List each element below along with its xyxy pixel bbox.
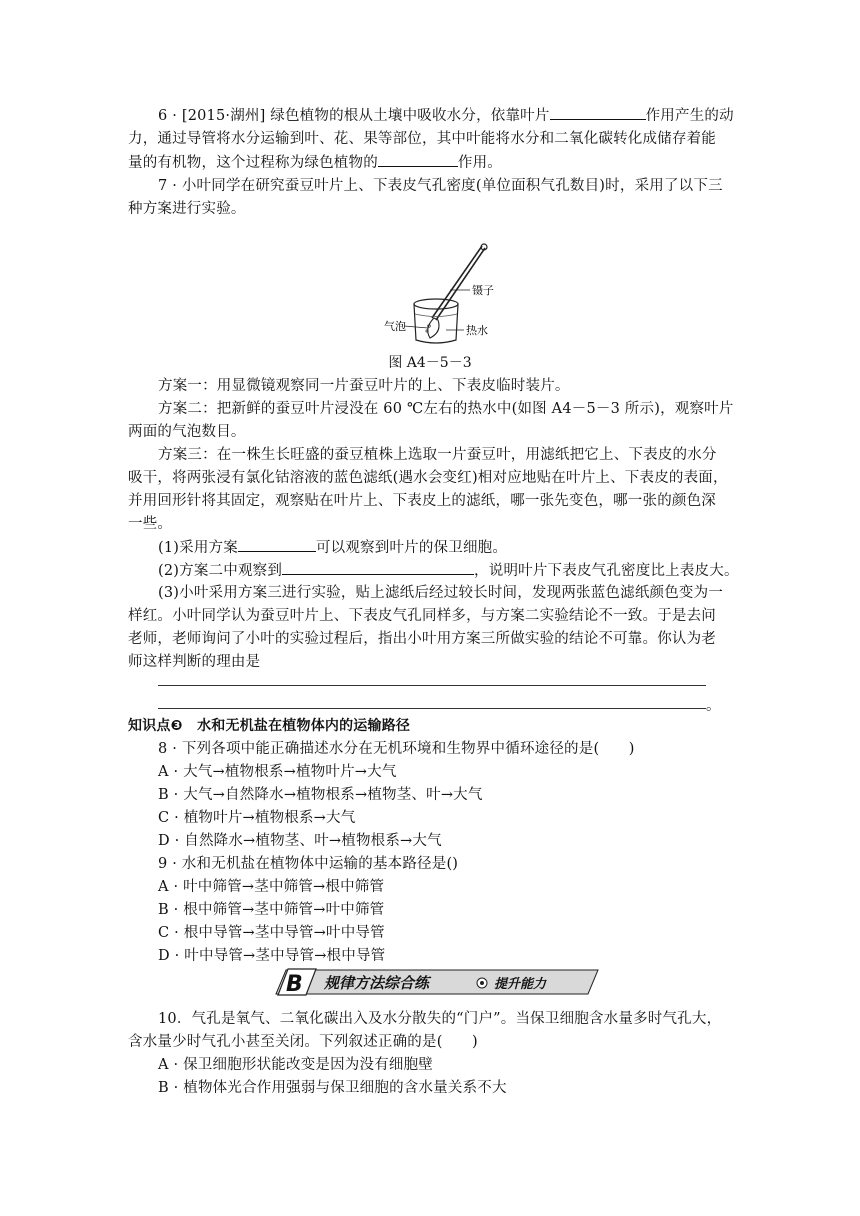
beaker-rim [414,299,458,309]
q7-answer-line-2[interactable] [158,707,706,709]
knowledge-point-heading [128,715,738,738]
leaf-icon [428,318,439,338]
q7-sub3-line-3: 老师，老师询问了小叶的实验过程后，指出小叶用方案三所做实验的结论不可靠。你认为老 [128,631,716,647]
q9-option-c[interactable]: C · 根中导管→茎中导管→叶中导管 [158,925,385,941]
q6-line-1 [128,104,738,128]
q7-sub3-line-1: (3)小叶采用方案三进行实验，贴上滤纸后经过较长时间，发现两张蓝色滤纸颜色变为一 [158,585,724,601]
q6-line-2: 力，通过导管将水分运输到叶、花、果等部位，其中叶能将水分和二氧化碳转化成储存着能 [128,131,716,147]
q10-option-a[interactable]: A · 保卫细胞形状能改变是因为没有细胞壁 [158,1057,433,1073]
beaker-figure [384,240,504,350]
q7-sub3-line-2: 样红。小叶同学认为蚕豆叶片上、下表皮气孔同样多，与方案二实验结论不一致。于是去问 [128,608,716,624]
label-water: 热水 [466,324,488,337]
q8-option-b[interactable]: B · 大气→自然降水→植物根系→植物茎、叶→大气 [158,787,483,803]
q6-blank-1[interactable] [550,104,646,120]
beaker-tweezers-illustration [384,240,504,350]
bubble-leader [404,326,428,328]
q6-text-1: 6 · [2015·湖州] 绿色植物的根从土壤中吸收水分，依靠叶片 [158,108,550,124]
q7-line-1: 7 · 小叶同学在研究蚕豆叶片上、下表皮气孔密度(单位面积气孔数目)时，采用了以下三 [158,178,723,194]
beaker-body [414,304,458,343]
q9-option-a[interactable]: A · 叶中筛管→茎中筛管→根中筛管 [158,879,385,895]
q7-sub2-text-a: (2)方案二中观察到 [158,563,283,579]
water-surface [415,314,457,317]
q7-sub1-text-a: (1)采用方案 [158,540,238,556]
q7-sub1-blank[interactable] [238,536,316,552]
bubble-icon [426,330,428,332]
q9-option-d[interactable]: D · 叶中导管→茎中导管→根中导管 [158,948,386,964]
q10-option-b[interactable]: B · 植物体光合作用强弱与保卫细胞的含水量关系不大 [158,1080,507,1096]
q7-sub2-blank[interactable] [282,559,474,575]
q10-line-1: 10．气孔是氧气、二氧化碳出入及水分散失的“门户”。当保卫细胞含水量多时气孔大， [158,1011,722,1027]
section-banner [272,968,602,998]
q6-line-3 [128,151,738,175]
label-tweezers: 镊子 [472,284,494,297]
q8-option-a[interactable]: A · 大气→植物根系→植物叶片→大气 [158,764,397,780]
banner-dot-center [480,981,484,985]
kp3-label: 知识点❸ [128,718,183,734]
banner-graphic [272,968,602,998]
label-bubble: 气泡 [384,320,406,333]
q7-end-mark: 。 [706,698,721,714]
banner-subtitle: 提升能力 [494,977,547,992]
q8-option-d[interactable]: D · 自然降水→植物茎、叶→植物根系→大气 [158,833,442,849]
q9-option-b[interactable]: B · 根中筛管→茎中筛管→叶中筛管 [158,902,385,918]
banner-title: 规律方法综合练 [324,974,430,992]
q8-stem: 8 · 下列各项中能正确描述水分在无机环境和生物界中循环途径的是( ) [158,741,635,757]
q6-text-3: 量的有机物，这个过程称为绿色植物的 [128,155,378,171]
q6-blank-2[interactable] [378,151,458,167]
q7-line-2: 种方案进行实验。 [128,201,246,217]
q6-text-1b: 作用产生的动 [645,108,734,124]
q7-sub1-text-b: 可以观察到叶片的保卫细胞。 [315,540,508,556]
q9-stem: 9 · 水和无机盐在植物体中运输的基本路径是() [158,856,459,872]
q7-sub3-line-4: 师这样判断的理由是 [128,654,261,670]
plan3-line-4: 一些。 [128,516,173,532]
plan3-line-1: 方案三：在一株生长旺盛的蚕豆植株上选取一片蚕豆叶，用滤纸把它上、下表皮的水分 [158,447,717,463]
q7-answer-line-1[interactable] [158,684,706,686]
tweezers-arm-1 [432,246,482,318]
q7-sub1 [128,536,738,560]
plan2-line-2: 两面的气泡数目。 [128,424,246,440]
q8-option-c[interactable]: C · 植物叶片→植物根系→大气 [158,810,356,826]
plan2-line-1: 方案二：把新鲜的蚕豆叶片浸没在 60 ℃左右的热水中(如图 A4－5－3 所示)，观察叶片 [158,401,734,417]
figure-caption: 图 A4－5－3 [388,355,472,371]
banner-letter: B [286,972,303,997]
plan3-line-3: 并用回形针将其固定，观察贴在叶片上、下表皮上的滤纸，哪一张先变色，哪一张的颜色深 [128,493,716,509]
q7-sub2-text-b: ，说明叶片下表皮气孔密度比上表皮大。 [474,563,739,579]
kp3-title: 水和无机盐在植物体内的运输路径 [197,718,411,734]
plan1: 方案一：用显微镜观察同一片蚕豆叶片的上、下表皮临时装片。 [158,378,570,394]
q7-sub2 [128,559,738,583]
q6-text-3b: 作用。 [457,155,503,171]
q10-line-2: 含水量少时气孔小甚至关闭。下列叙述正确的是( ) [128,1034,478,1050]
plan3-line-2: 吸干，将两张浸有氯化钴溶液的蓝色滤纸(遇水会变红)相对应地贴在叶片上、下表皮的表面， [128,470,728,486]
